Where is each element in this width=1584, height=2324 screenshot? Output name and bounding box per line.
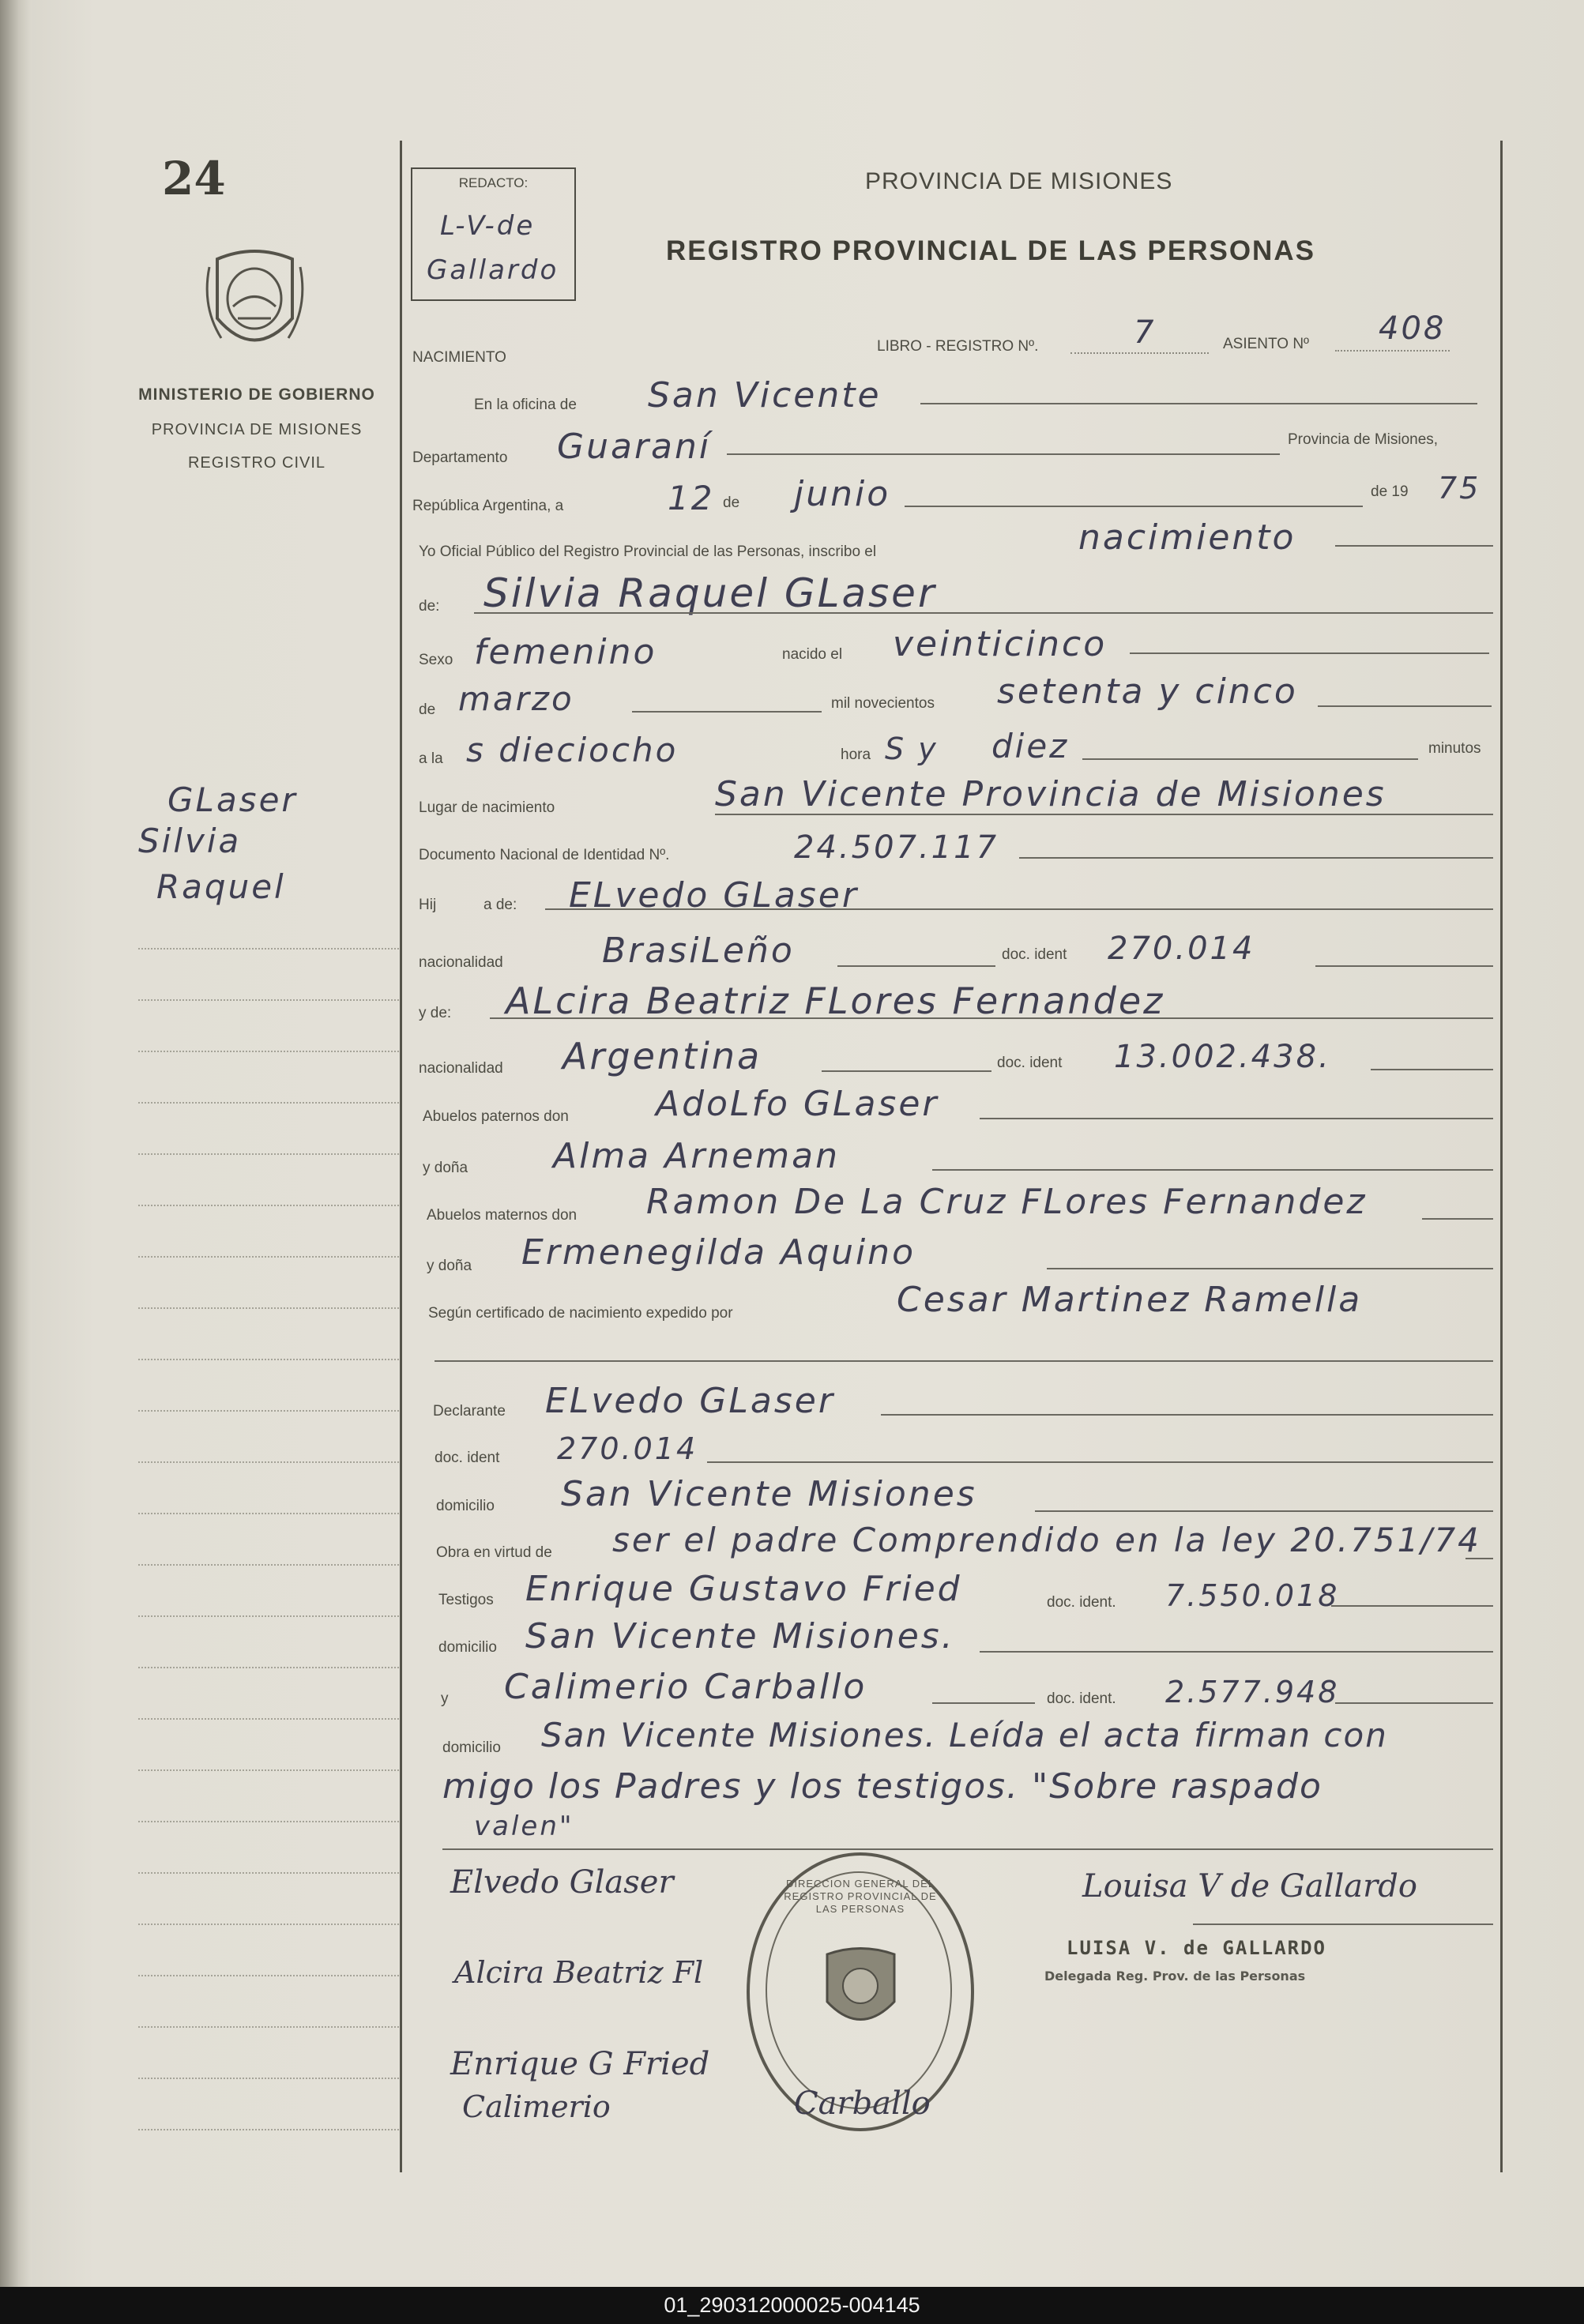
doc-2-label: doc. ident — [997, 1055, 1063, 1071]
doc-3-value: 270.014 — [557, 1431, 698, 1466]
declarante-value: ELvedo GLaser — [545, 1381, 835, 1421]
month-value: junio — [794, 474, 891, 514]
oficial-label: Yo Oficial Público del Registro Provincial de las Personas, inscribo el — [419, 543, 877, 560]
doc-1-label: doc. ident — [1002, 946, 1067, 963]
image-id-footer: 01_290312000025-004145 — [0, 2287, 1584, 2324]
doc-2-value: 13.002.438. — [1114, 1039, 1331, 1075]
seal-text: DIRECCION GENERAL DEL REGISTRO PROVINCIAL DE LAS PERSONAS — [784, 1878, 937, 1915]
signature-witness-2b: Carballo — [794, 2085, 931, 2122]
horas-label: hora — [841, 746, 871, 763]
margin-first-name: Silvia — [138, 822, 242, 860]
domicilio-3-label: domicilio — [442, 1739, 501, 1756]
seal-emblem-icon — [819, 1942, 902, 2037]
asiento-label: ASIENTO Nº — [1223, 336, 1309, 352]
oficina-value: San Vicente — [648, 375, 882, 416]
child-name: Silvia Raquel GLaser — [483, 570, 937, 616]
testigos-label: Testigos — [438, 1592, 494, 1608]
testigo-1-value: Enrique Gustavo Fried — [525, 1569, 962, 1609]
abuela-paterna-value: Alma Arneman — [553, 1136, 840, 1176]
certificado-value: Cesar Martinez Ramella — [897, 1280, 1363, 1320]
republica-label: República Argentina, a — [412, 498, 564, 514]
ministry-label: MINISTERIO DE GOBIERNO — [138, 385, 375, 404]
page-title: REGISTRO PROVINCIAL DE LAS PERSONAS — [666, 235, 1315, 266]
hijo-suffix-label: a de: — [483, 897, 517, 913]
nacionalidad-2-value: Argentina — [562, 1035, 762, 1077]
abuelo-paterno-value: AdoLfo GLaser — [656, 1084, 939, 1124]
oficial-value: nacimiento — [1078, 517, 1296, 558]
hora-value: s dieciocho — [466, 731, 679, 769]
nacido-label: nacido el — [782, 646, 843, 663]
y-2-label: y — [441, 1690, 449, 1707]
de-label: de — [723, 495, 740, 511]
redacto-value-1: L-V-de — [440, 210, 536, 242]
redacto-value-2: Gallardo — [427, 254, 559, 286]
obra-label: Obra en virtud de — [436, 1544, 552, 1561]
y-de-label: y de: — [419, 1005, 452, 1021]
domicilio-2-value: San Vicente Misiones. — [525, 1616, 955, 1657]
mil-value: setenta y cinco — [997, 671, 1298, 712]
doc-4-label: doc. ident. — [1047, 1594, 1116, 1611]
abuela-materna-value: Ermenegilda Aquino — [521, 1232, 916, 1273]
nacido-value: veinticinco — [893, 624, 1108, 664]
official-stamp-role: Delegada Reg. Prov. de las Personas — [1044, 1969, 1306, 1984]
domicilio-1-value: San Vicente Misiones — [561, 1474, 977, 1514]
coat-of-arms-icon — [201, 243, 308, 362]
header-province: PROVINCIA DE MISIONES — [865, 168, 1173, 194]
doc-3-label: doc. ident — [435, 1450, 500, 1466]
minutos-value: diez — [991, 727, 1070, 765]
mother-name: ALcira Beatriz FLores Fernandez — [506, 980, 1165, 1022]
libro-value: 7 — [1134, 314, 1157, 351]
dona-2-label: y doña — [427, 1258, 472, 1274]
signature-mother: Alcira Beatriz Fl — [454, 1955, 704, 1990]
domicilio-2-label: domicilio — [438, 1639, 497, 1656]
redacto-label: REDACTO: — [458, 175, 529, 190]
departamento-label: Departamento — [412, 449, 508, 466]
signature-father: Elvedo Glaser — [450, 1864, 674, 1901]
doc-5-value: 2.577.948 — [1165, 1675, 1340, 1709]
declarante-label: Declarante — [433, 1403, 506, 1420]
dni-label: Documento Nacional de Identidad Nº. — [419, 847, 670, 863]
doc-5-label: doc. ident. — [1047, 1690, 1116, 1707]
dona-1-label: y doña — [423, 1160, 468, 1176]
mes-value: marzo — [458, 679, 574, 718]
lugar-label: Lugar de nacimiento — [419, 799, 555, 816]
provincia-label: Provincia de Misiones, — [1288, 431, 1439, 448]
a-las-label: a la — [419, 750, 443, 767]
libro-label: LIBRO - REGISTRO Nº. — [877, 338, 1039, 355]
abuelos-paternos-label: Abuelos paternos don — [423, 1108, 569, 1125]
father-name: ELvedo GLaser — [569, 875, 859, 916]
signature-official: Louisa V de Gallardo — [1082, 1868, 1417, 1905]
oficina-label: En la oficina de — [474, 397, 577, 413]
hijo-label: Hij — [419, 897, 437, 913]
abuelos-maternos-label: Abuelos maternos don — [427, 1207, 578, 1224]
registry-label: REGISTRO CIVIL — [187, 454, 326, 472]
record-type-label: NACIMIENTO — [412, 349, 506, 366]
lugar-value: San Vicente Provincia de Misiones — [715, 774, 1386, 814]
obra-value: ser el padre Comprendido en la ley 20.751/74 — [612, 1521, 1481, 1559]
signature-witness-1: Enrique G Fried — [450, 2046, 710, 2082]
sexo-label: Sexo — [419, 652, 453, 668]
mil-label: mil novecientos — [831, 695, 935, 712]
margin-middle-name: Raquel — [156, 867, 286, 906]
dni-value: 24.507.117 — [794, 829, 999, 866]
doc-1-value: 270.014 — [1108, 931, 1255, 967]
page-number: 24 — [162, 152, 226, 205]
minutos-label: minutos — [1428, 740, 1481, 757]
redacto-box — [411, 167, 576, 301]
abuelo-materno-value: Ramon De La Cruz FLores Fernandez — [646, 1182, 1368, 1222]
nacionalidad-1-value: BrasiLeño — [602, 931, 795, 971]
province-label: PROVINCIA DE MISIONES — [151, 421, 363, 438]
year-label: de 19 — [1371, 483, 1409, 500]
certificado-label: Según certificado de nacimiento expedido por — [428, 1305, 733, 1322]
horas-y-label: S y — [885, 731, 939, 766]
binding-spine — [0, 0, 32, 2287]
year-value: 75 — [1438, 471, 1481, 506]
closing-line-2: migo los Padres y los testigos. "Sobre raspado — [442, 1766, 1323, 1807]
name-label: de: — [419, 598, 440, 615]
doc-4-value: 7.550.018 — [1165, 1578, 1340, 1613]
nacionalidad-2-label: nacionalidad — [419, 1060, 503, 1077]
departamento-value: Guaraní — [557, 427, 712, 467]
domicilio-3-value: San Vicente Misiones. Leída el acta firman con — [541, 1716, 1388, 1754]
asiento-value: 408 — [1379, 310, 1447, 347]
official-stamp-name: LUISA V. de GALLARDO — [1067, 1937, 1326, 1959]
margin-surname: GLaser — [167, 780, 298, 819]
domicilio-1-label: domicilio — [436, 1498, 495, 1514]
testigo-2-value: Calimerio Carballo — [504, 1667, 867, 1707]
closing-line-3: valen" — [474, 1811, 574, 1842]
signature-witness-2: Calimerio — [462, 2089, 611, 2124]
nacionalidad-1-label: nacionalidad — [419, 954, 503, 971]
de-mes-label: de — [419, 701, 436, 718]
sexo-value: femenino — [474, 632, 657, 672]
day-value: 12 — [668, 479, 715, 517]
